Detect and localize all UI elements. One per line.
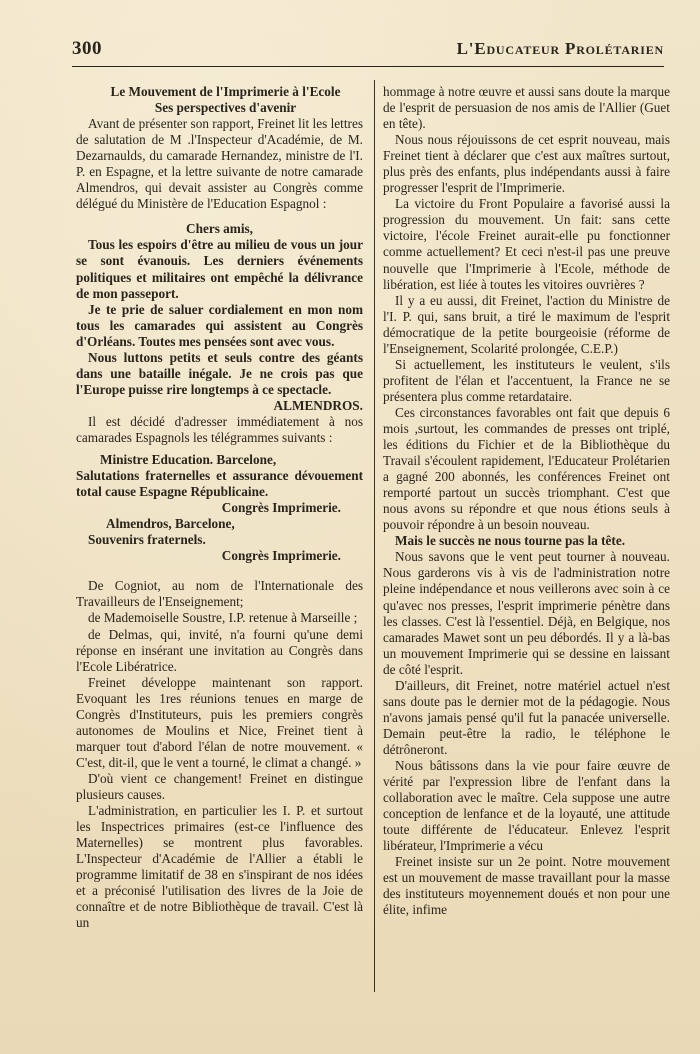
paragraph: Il est décidé d'adresser immédiatement à nos camarades Espagnols les télégrammes suivants : bbox=[76, 413, 363, 445]
telegram-1 bbox=[76, 452, 363, 516]
paragraph: L'administration, en particulier les I. P. et surtout les Inspectrices primaires (est-ce l'influence des Maternelles) se montrent plus favorables. L'Inspecteur d'Académie de l'Allier a établi le programme limitatif de 38 en s'inspirant de nos idées et a préconisé l'utilisation des livres de la Joie de connaître et de notre Bibliothèque de travail. C'est là un bbox=[76, 803, 363, 931]
running-title: L'Educateur Prolétarien bbox=[456, 39, 664, 58]
spacer bbox=[76, 212, 363, 221]
article-subtitle: Ses perspectives d'avenir bbox=[154, 100, 297, 116]
paragraph: D'où vient ce changement! Freinet en distingue plusieurs causes. bbox=[76, 770, 363, 802]
letter-paragraph: Tous les espoirs d'être au milieu de vous un jour se sont évanouis. Les derniers événements politiques et militaires ont empêché la délivrance de mon passeport. bbox=[76, 237, 363, 301]
paragraph: Il y a eu aussi, dit Freinet, l'action du Ministre de l'I. P. qui, sans bruit, a tiré le maximum de l'esprit démocratique de la petite bourgeoisie (réforme de l'Enseignement, Scolarité prolongée, C.E.P.) bbox=[383, 292, 670, 356]
telegram-sender: Congrès Imprimerie. bbox=[221, 548, 341, 564]
page-header bbox=[72, 38, 664, 66]
telegram-sender: Congrès Imprimerie. bbox=[221, 500, 341, 516]
emphasis-line: Mais le succès ne nous tourne pas la tête. bbox=[395, 533, 626, 549]
column-divider bbox=[374, 80, 375, 992]
letter-greeting: Chers amis, bbox=[186, 221, 253, 237]
paragraph: D'ailleurs, dit Freinet, notre matériel actuel n'est sans doute pas le dernier mot de la pédagogie. Nous n'avons jamais pensé qu'il fut la panacée universelle. Demain peut-être la radio, le téléphone le détrôneront. bbox=[383, 677, 670, 757]
paragraph: Freinet insiste sur un 2e point. Notre mouvement est un mouvement de masse travaillant pour la masse des instituteurs moyennement doués et non pour une élite, infime bbox=[383, 854, 670, 918]
letter-paragraph: Nous luttons petits et seuls contre des géants dans une bataille inégale. Je ne crois pas que l'Europe puisse rire longtemps à ce spectacle. bbox=[76, 349, 363, 397]
paragraph: Si actuellement, les instituteurs le veulent, s'ils profitent de l'élan et l'accentuent, la France ne se présentera plus comme retardataire. bbox=[383, 356, 670, 404]
header-rule bbox=[72, 66, 664, 67]
paragraph: De Cogniot, au nom de l'Internationale des Travailleurs de l'Enseignement; bbox=[76, 578, 363, 610]
paragraph: Freinet développe maintenant son rapport. Evoquant les 1res réunions tenues en marge de Congrès d'Instituteurs, puis les premiers congrès autonomes de Moulins et Nice, Freinet tient à marquer tout d'abord l'élan de notre mouvement. « C'est, dit-il, que le vent a tourné, le climat a changé. » bbox=[76, 674, 363, 770]
paragraph: Avant de présenter son rapport, Freinet lit les lettres de salutation de M .l'Inspecteur d'Académie, de M. Dezarnaulds, du camarade Hernandez, ministre de l'I. P. en Espagne, et la lettre suivante de notre camarade Almendros, qui devait assister au Congrès comme délégué du Ministère de l'Education Espagnol : bbox=[76, 116, 363, 212]
telegram-body: Souvenirs fraternels. bbox=[88, 532, 206, 548]
telegram-address: Almendros, Barcelone, bbox=[106, 516, 235, 532]
paragraph: La victoire du Front Populaire a favorisé aussi la progression du mouvement. Un fait: sans cette victoire, l'école Freinet aurait-elle pu fonctionner comme actuellement? Et ceci n'est-il pas une preuve nouvelle que l'Imprimerie à l'Ecole, méthode de libération, est liée à toutes les vitoires ouvrières ? bbox=[383, 196, 670, 292]
paragraph: hommage à notre œuvre et aussi sans doute la marque de l'esprit de persuasion de nos amis de l'Allier (Guet en tête). bbox=[383, 84, 670, 132]
paragraph: Ces circonstances favorables ont fait que depuis 6 mois ,surtout, les commandes de presses ont triplé, les éditions du Fichier et de la Bibliothèque du Travail s'écoulent rapidement, l'Educateur Prolétarien a gagné 200 abonnés, les conférences Freinet ont remporté partout un succès triomphant. C'est que nous avons su répondre et que nous étions seuls à pouvoir répondre à un besoin nouveau. bbox=[383, 404, 670, 533]
letter-signature: ALMENDROS. bbox=[273, 397, 363, 413]
paragraph: de Delmas, qui, invité, n'a fourni qu'une demi réponse en insérant une invitation au Congrès dans l'Ecole Libératrice. bbox=[76, 626, 363, 674]
page-number: 300 bbox=[72, 38, 102, 59]
paragraph: Nous savons que le vent peut tourner à nouveau. Nous garderons vis à vis de l'administration notre pleine indépendance et nous veillerons avec soin à ce qu'avec nos presses, l'esprit imprimerie pénètre dans les classes. C'est là l'essentiel. Déjà, en Belgique, nos camarades Mawet sont un peu débordés. Il y a là-bas un mouvement Imprimerie qui se dessine en laissant de côté l'esprit. bbox=[383, 549, 670, 677]
letter-paragraph: Je te prie de saluer cordialement en mon nom tous les camarades qui assistent au Congrès d'Orléans. Toutes mes pensées sont avec vous. bbox=[76, 301, 363, 349]
left-column bbox=[76, 84, 363, 931]
right-column bbox=[383, 84, 670, 918]
telegram-address: Ministre Education. Barcelone, bbox=[100, 452, 277, 468]
spacer bbox=[76, 564, 363, 578]
paragraph: Nous nous réjouissons de cet esprit nouveau, mais Freinet tient à déclarer que c'est aux maîtres surtout, plus près des enfants, plus indépendants aussi à faire progresser l'esprit de l'Imprimerie. bbox=[383, 132, 670, 196]
telegram-2 bbox=[76, 516, 363, 564]
paragraph: de Mademoiselle Soustre, I.P. retenue à Marseille ; bbox=[88, 610, 358, 626]
telegram-body: Salutations fraternelles et assurance dévouement total cause Espagne Républicaine. bbox=[76, 468, 363, 500]
article-title: Le Mouvement de l'Imprimerie à l'Ecole bbox=[110, 84, 341, 99]
paragraph: Nous bâtissons dans la vie pour faire œuvre de vérité par l'expression libre de l'enfant dans la collaboration avec le maître. Cela suppose une autre conception de lenfance et de la loyauté, une attitude toute différente de l'éducateur. Enlevez l'esprit libérateur, l'Imprimerie a vécu bbox=[383, 757, 670, 854]
